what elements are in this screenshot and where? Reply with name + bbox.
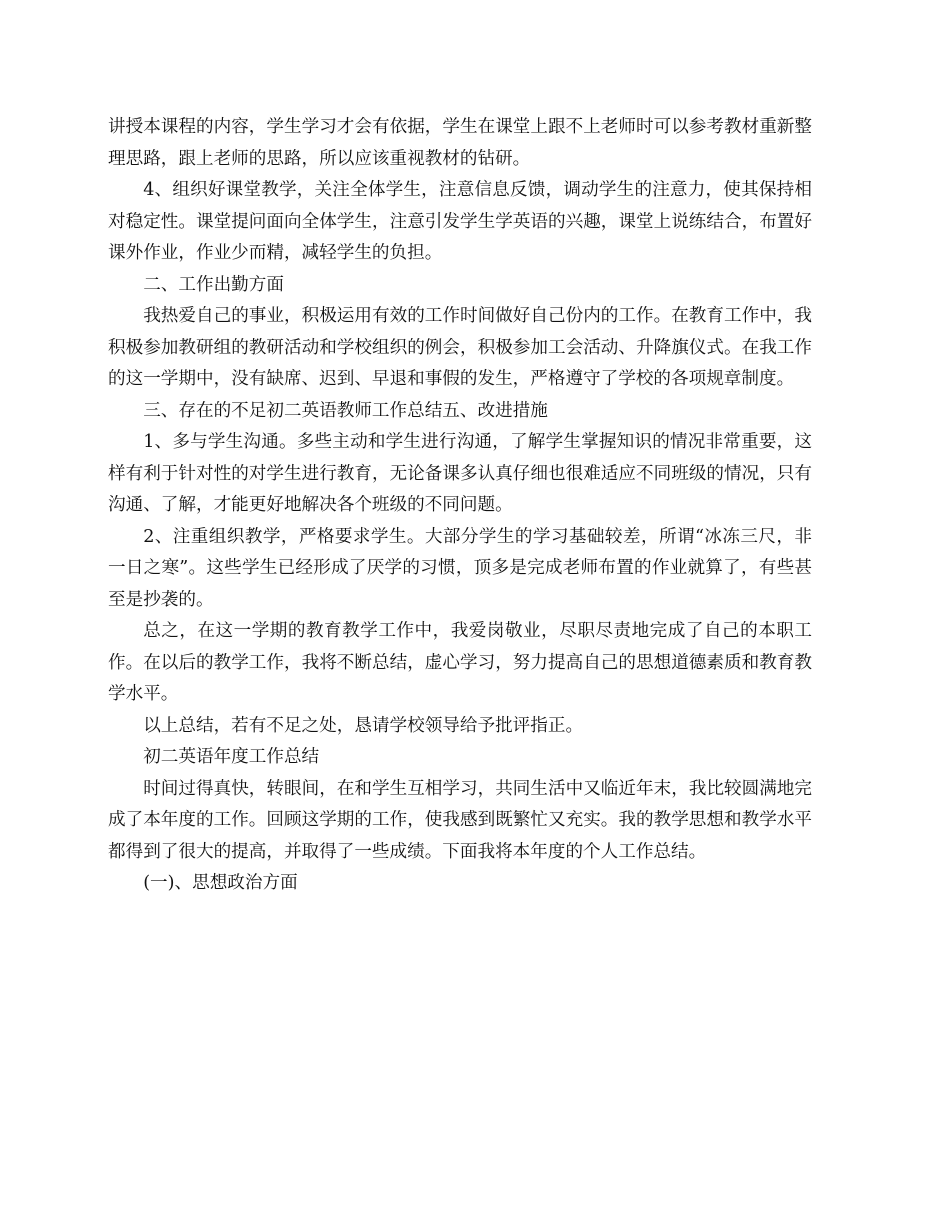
paragraph-attendance: 我热爱自己的事业，积极运用有效的工作时间做好自己份内的工作。在教育工作中，我积极参加教研组的教研活动和学校组织的例会，积极参加工会活动、升降旗仪式。在我工作的这一学期中，没有缺席、迟到、早退和事假的发生，严格遵守了学校的各项规章制度。 xyxy=(108,306,812,389)
paragraph-continuation: 讲授本课程的内容，学生学习才会有依据，学生在课堂上跟不上老师时可以参考教材重新整理思路，跟上老师的思路，所以应该重视教材的钻研。 xyxy=(108,117,812,169)
document-page xyxy=(108,112,812,900)
paragraph-annual-intro: 时间过得真快，转眼间，在和学生互相学习，共同生活中又临近年末，我比较圆满地完成了本年度的工作。回顾这学期的工作，使我感到既繁忙又充实。我的教学思想和教学水平都得到了很大的提高，并取得了一些成绩。下面我将本年度的个人工作总结。 xyxy=(108,778,812,862)
paragraph-classroom-teaching: 4、组织好课堂教学，关注全体学生，注意信息反馈，调动学生的注意力，使其保持相对稳定性。课堂提问面向全体学生，注意引发学生学英语的兴趣，课堂上说练结合，布置好课外作业，作业少而精，减轻学生的负担。 xyxy=(108,180,812,263)
section-heading-attendance: 二、工作出勤方面 xyxy=(143,274,284,295)
paragraph-closing: 以上总结，若有不足之处，恳请学校领导给予批评指正。 xyxy=(143,715,584,736)
paragraph-conclusion: 总之，在这一学期的教育教学工作中，我爱岗敬业，尽职尽责地完成了自己的本职工作。在以后的教学工作，我将不断总结，虚心学习，努力提高自己的思想道德素质和教育教学水平。 xyxy=(108,621,812,704)
paragraph-communication: 1、多与学生沟通。多些主动和学生进行沟通，了解学生掌握知识的情况非常重要，这样有利于针对性的对学生进行教育，无论备课多认真仔细也很难适应不同班级的情况，只有沟通、了解，才能更好地解决各个班级的不同问题。 xyxy=(108,432,812,515)
section-heading-political: (一)、思想政治方面 xyxy=(143,873,298,893)
section-heading-shortcomings: 三、存在的不足初二英语教师工作总结五、改进措施 xyxy=(143,400,548,421)
paragraph-organization: 2、注重组织教学，严格要求学生。大部分学生的学习基础较差，所谓“冰冻三尺，非一日之寒”。这些学生已经形成了厌学的习惯，顶多是完成老师布置的作业就算了，有些甚至是抄袭的。 xyxy=(108,526,812,610)
title-annual-summary: 初二英语年度工作总结 xyxy=(143,747,320,767)
